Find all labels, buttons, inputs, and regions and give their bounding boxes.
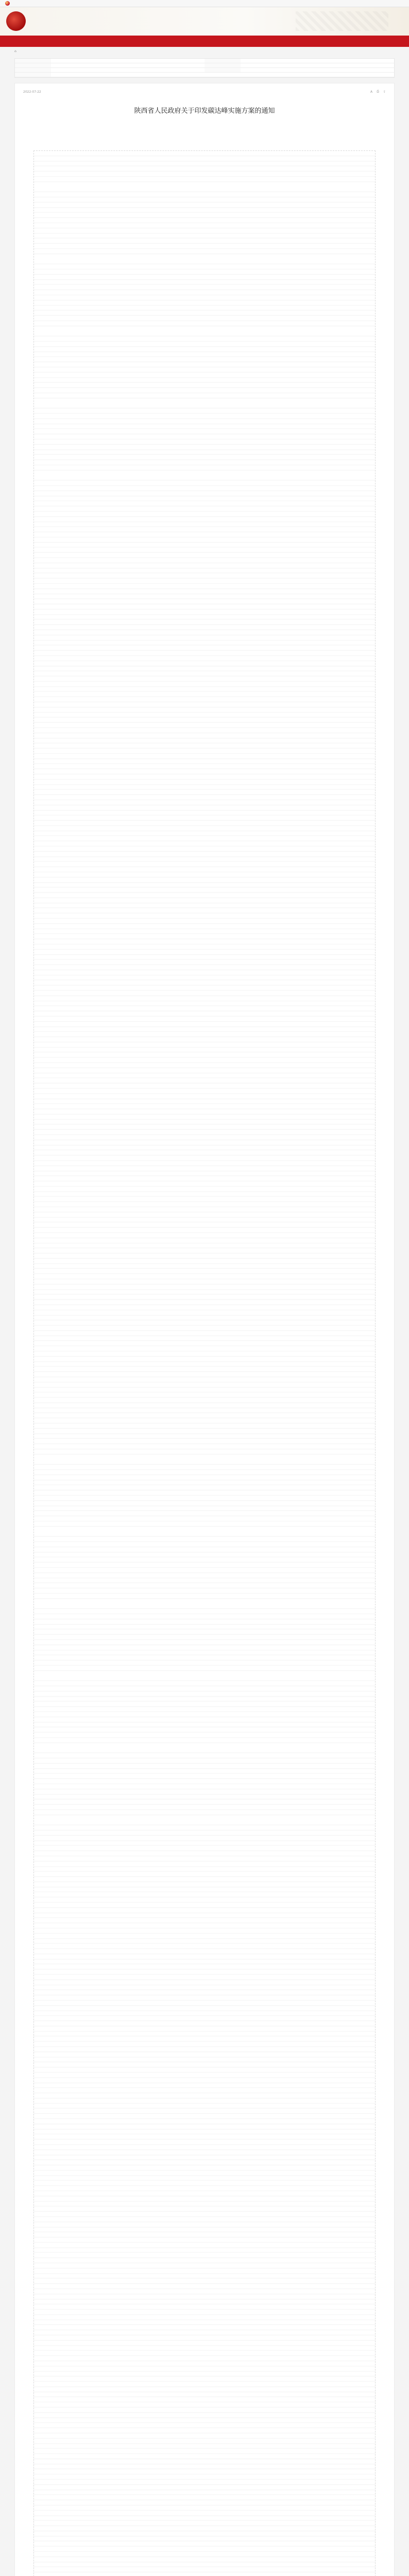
top-utility-bar <box>0 0 409 7</box>
meta-value <box>241 68 394 73</box>
meta-title-key <box>15 73 51 77</box>
meta-key <box>204 68 241 73</box>
breadcrumb <box>0 47 409 55</box>
meta-key <box>204 63 241 68</box>
emblem-icon <box>5 1 10 6</box>
meta-value <box>51 59 204 63</box>
font-size-toggle[interactable]: A <box>370 90 373 94</box>
article-body-note <box>201 157 208 159</box>
article-toolbar <box>23 89 386 95</box>
share-icon[interactable]: ⇪ <box>383 90 386 94</box>
meta-title-value <box>51 73 394 77</box>
meta-value <box>51 68 204 73</box>
meta-value <box>241 63 394 68</box>
meta-key <box>204 59 241 63</box>
meta-key <box>15 59 51 63</box>
article-body <box>33 150 376 2576</box>
main-nav <box>0 36 409 47</box>
article-date: 2022-07-22 <box>23 90 41 94</box>
print-icon[interactable]: ⎙ <box>377 90 379 93</box>
document-metadata <box>14 58 395 78</box>
header-decoration <box>296 11 388 31</box>
emblem-logo-icon[interactable] <box>6 11 26 31</box>
article-container <box>14 83 395 2576</box>
topbar-brand[interactable] <box>5 1 12 6</box>
meta-value <box>241 59 394 63</box>
meta-key <box>15 63 51 68</box>
site-header <box>0 7 409 36</box>
meta-key <box>15 68 51 73</box>
home-icon[interactable]: ⌂ <box>14 49 16 53</box>
article-title: 陕西省人民政府关于印发碳达峰实施方案的通知 <box>134 107 275 115</box>
meta-value <box>51 63 204 68</box>
